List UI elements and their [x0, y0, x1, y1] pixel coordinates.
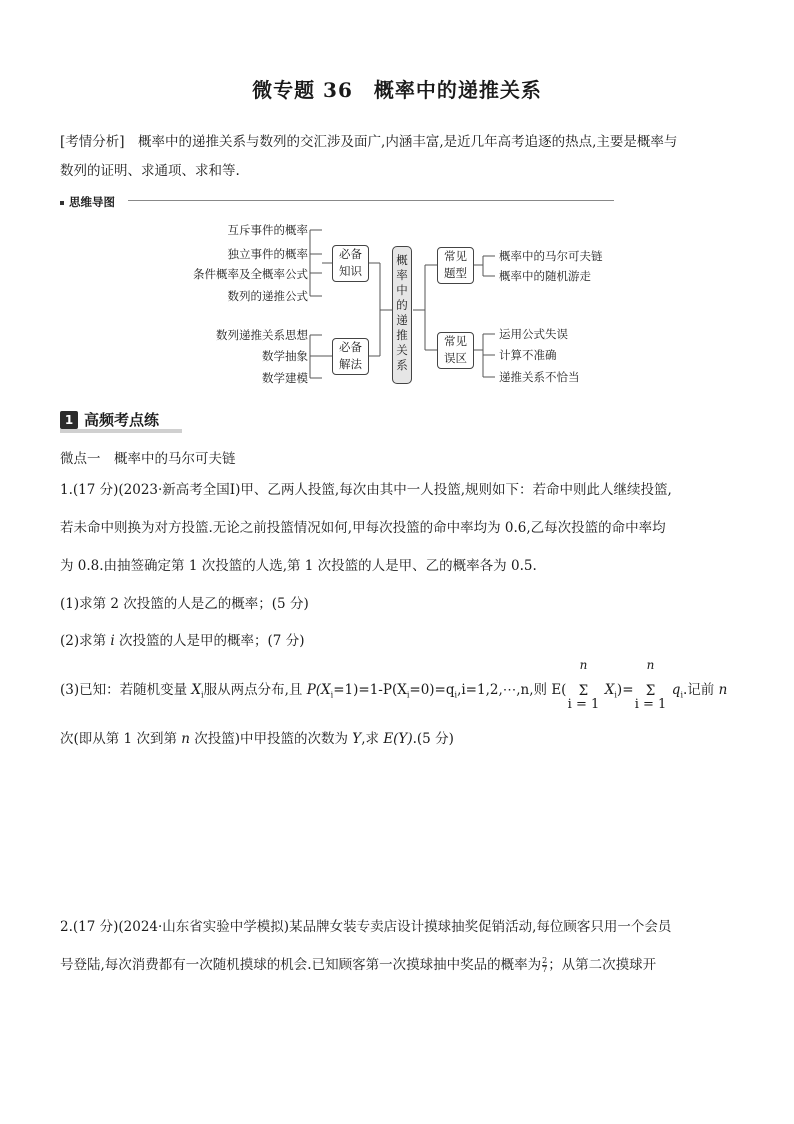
q2-line-2: 号登陆,每次消费都有一次随机摸球的机会.已知顾客第一次摸球抽中奖品的概率为 $\frac{2}{7}$ ；从第二次摸球开 [60, 956, 657, 974]
q2-line-1: 2.(17 分)(2024·山东省实验中学模拟)某品牌女装专卖店设计摸球抽奖促销活动,每位顾客只用一个会员 [60, 919, 672, 935]
mindmap-center-topic: 概 率 中 的 递 推 关 系 [392, 246, 412, 384]
mindmap-item: 递推关系不恰当 [499, 370, 580, 384]
mindmap-item: 互斥事件的概率 [227, 223, 308, 237]
mindmap-item: 条件概率及全概率公式 [193, 267, 308, 281]
mindmap-box-changjian-wuqu: 常见 误区 [437, 332, 474, 369]
intro-line-1: [考情分析] 概率中的递推关系与数列的交汇涉及面广,内涵丰富,是近几年高考追逐的热点,主要是概率与 [60, 134, 678, 150]
q1-line-2: 若未命中则换为对方投篮.无论之前投篮情况如何,甲每次投篮的命中率均为 0.6,乙每次投篮的命中率均 [60, 520, 666, 536]
mindmap-item: 概率中的马尔可夫链 [499, 249, 603, 263]
mindmap-item: 独立事件的概率 [227, 247, 308, 261]
mindmap-item: 计算不准确 [499, 348, 557, 362]
mindmap-item: 数学建模 [262, 371, 308, 385]
mindmap-box-bibei-jiefa: 必备 解法 [332, 338, 369, 375]
q1-line-3: 为 0.8.由抽签确定第 1 次投篮的人选,第 1 次投篮的人是甲、乙的概率各为 0.5. [60, 558, 537, 574]
section-number-icon: 1 [60, 411, 78, 429]
intro-line-2: 数列的证明、求通项、求和等. [60, 163, 240, 179]
summation-1: n Σ i = 1 [567, 657, 600, 712]
page-title: 微专题 36 概率中的递推关系 [252, 78, 542, 102]
mindmap-item: 数列的递推公式 [227, 289, 308, 303]
practice-section-title: 高频考点练 [84, 411, 160, 429]
mindmap-item: 运用公式失误 [499, 327, 568, 341]
mindmap-box-bibei-zhishi: 必备 知识 [332, 245, 369, 282]
q1-sub-2: (2)求第 i 次投篮的人是甲的概率；(7 分) [60, 633, 305, 649]
mindmap-section-label: 思维导图 [69, 195, 115, 209]
mindmap-item: 数学抽象 [262, 349, 308, 363]
summation-2: n Σ i = 1 [634, 657, 667, 712]
q1-sub-1: (1)求第 2 次投篮的人是乙的概率；(5 分) [60, 596, 309, 612]
point1-title: 微点一 概率中的马尔可夫链 [60, 451, 236, 467]
q1-sub-3: (3)已知：若随机变量 $X_i$服从两点分布,且 $P(X_i=1)=1-P(X_i=0)=q_i,i=1,2,\cdots,n$,则 E( n Σ i = 1 $X_i)=$ n Σ i = 1 $q_i$.记前 n [60, 657, 728, 712]
fraction: $\frac{2}{7}$ [542, 956, 548, 974]
mindmap-item: 数列递推关系思想 [216, 328, 308, 342]
mindmap-box-changjian-tixing: 常见 题型 [437, 247, 474, 284]
q1-sub-3-line-2: 次(即从第 1 次到第 n 次投篮)中甲投篮的次数为 Y,求 E(Y).(5 分) [60, 731, 454, 747]
q1-line-1: 1.(17 分)(2023·新高考全国Ⅰ)甲、乙两人投篮,每次由其中一人投篮,规则如下：若命中则此人继续投篮, [60, 482, 672, 498]
mindmap-item: 概率中的随机游走 [499, 269, 591, 283]
